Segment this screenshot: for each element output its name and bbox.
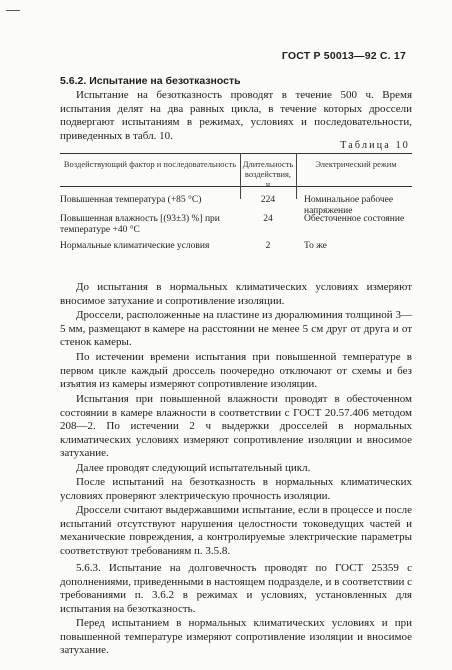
test-table	[60, 153, 412, 279]
scan-mark	[6, 10, 20, 11]
table-col-divider	[240, 153, 241, 199]
table-row-3-duration: 2	[265, 241, 271, 251]
page-header: ГОСТ Р 50013—92 С. 17	[281, 50, 406, 62]
table-header-factor: Воздействующий фактор и последовательность	[63, 159, 237, 169]
paragraph-6: После испытаний на безотказность в нормальных климатических условиях проверяют электрическую прочность изоляции.	[60, 476, 412, 502]
table-row-1-mode: Номинальное рабочее напряжение	[304, 195, 394, 216]
section-title: 5.6.2. Испытание на безотказность	[60, 75, 241, 87]
table-row-1-duration: 224	[260, 195, 276, 205]
table-header-duration: Длительность воздействия, ч	[242, 159, 294, 189]
paragraph-7: Дроссели считают выдержавшими испытание, если в процессе и после испытаний отсутствуют нарушения целостности токоведущих частей и механические повреждения, а контролируемые электрические параметры соответствуют требованиям п. 3.5.8.	[60, 504, 412, 557]
table-row-3-factor: Нормальные климатические условия	[60, 241, 210, 251]
paragraph-1: До испытания в нормальных климатических условиях измеряют вносимое затухание и сопротивление изоляции.	[60, 281, 412, 307]
table-row-2-mode: Обесточенное состояние	[304, 214, 405, 224]
table-row-3-mode: То же	[304, 241, 327, 251]
table-row-1-factor: Повышенная температура (+85 °С)	[60, 195, 202, 205]
table-row-2-duration: 24	[263, 214, 273, 224]
table-caption: Таблица 10	[340, 140, 410, 151]
table-header-rule	[60, 186, 412, 187]
table-col-divider	[296, 153, 297, 199]
paragraph-5: Далее проводят следующий испытательный цикл.	[76, 462, 311, 474]
table-top-rule	[60, 153, 412, 154]
paragraph-3: По истечении времени испытания при повышенной температуре в первом цикле каждый дроссель поочередно отключают от схемы и без изъятия из камеры измеряют сопротивление изоляции.	[60, 351, 412, 391]
table-header-mode: Электрический режим	[315, 159, 397, 169]
paragraph-9: Перед испытанием в нормальных климатических условиях и при повышенной температуре измеряют сопротивление изоляции и вносимое затухание.	[60, 617, 412, 657]
table-row-2-factor: Повышенная влажность [(93±3) %] при температуре +40 °С	[60, 214, 220, 235]
paragraph-4: Испытания при повышенной влажности проводят в обесточенном состоянии в камере влажности в соответствии с ГОСТ 20.57.406 методом 208—2. По истечении 2 ч выдержки дросселей в нормальных климатических условиях измеряют сопротивление изоляции и вносимое затухание.	[60, 393, 412, 460]
paragraph-8: 5.6.3. Испытание на долговечность проводят по ГОСТ 25359 с дополнениями, приведенными в настоящем подразделе, и в соответствии с требованиями п. 3.6.2 в режимах и условиях, установленных для испытания на безотказность.	[60, 562, 412, 615]
paragraph-2: Дроссели, расположенные на пластине из дюралюминия толщиной 3—5 мм, размещают в камере на расстоянии не менее 5 см друг от друга и от стенок камеры.	[60, 309, 412, 349]
section-intro: Испытание на безотказность проводят в течение 500 ч. Время испытания делят на два равных цикла, в течение которых дроссели подвергают испытаниям в режимах, условиях и последовательности, приведенных в табл. 10.	[60, 89, 412, 142]
